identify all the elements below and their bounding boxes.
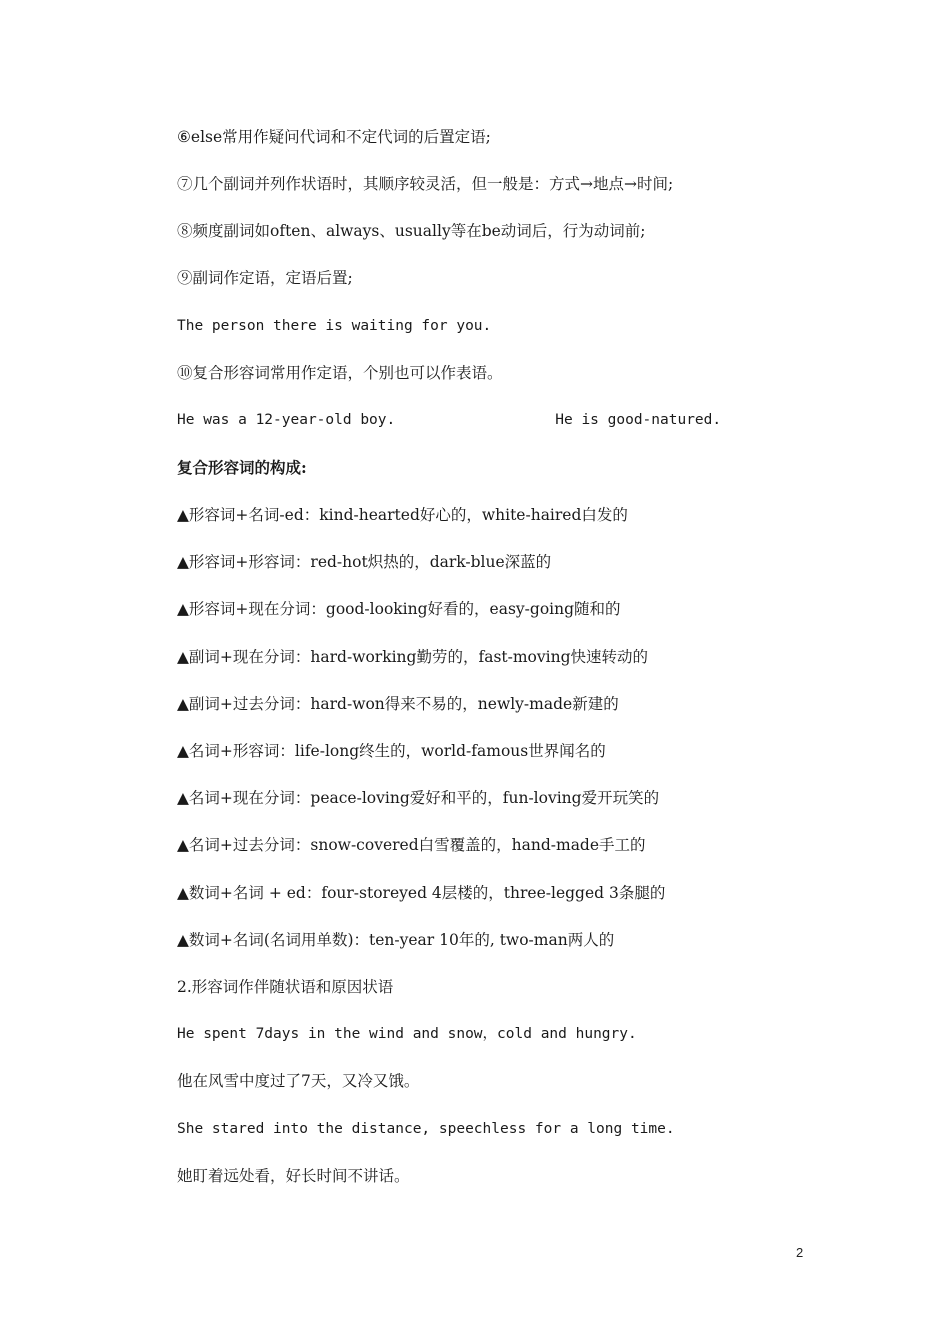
example-sentence-pair — [177, 408, 877, 432]
text-line-1: ⑥else常用作疑问代词和不定代词的后置定语; — [177, 128, 491, 146]
list-item: ▲名词+形容词：life-long终生的，world-famous世界闻名的 — [177, 742, 606, 760]
translation-line-2: 她盯着远处看，好长时间不讲话。 — [177, 1167, 410, 1185]
subsection-heading: 2.形容词作伴随状语和原因状语 — [177, 978, 394, 996]
list-item: ▲形容词+形容词：red-hot炽热的，dark-blue深蓝的 — [177, 553, 552, 571]
example-sentence-right: He is good-natured. — [555, 412, 722, 428]
list-item: ▲数词+名词 + ed：four-storeyed 4层楼的，three-legged 3条腿的 — [177, 884, 666, 902]
list-item: ▲形容词+现在分词：good-looking好看的，easy-going随和的 — [177, 600, 621, 618]
translation-line-1: 他在风雪中度过了7天，又冷又饿。 — [177, 1072, 420, 1090]
text-line-2: ⑦几个副词并列作状语时，其顺序较灵活，但一般是：方式→地点→时间; — [177, 175, 674, 193]
example-sentence-3: She stared into the distance, speechless for a long time. — [177, 1121, 675, 1137]
text-line-6: ⑩复合形容词常用作定语，个别也可以作表语。 — [177, 364, 503, 382]
list-item: ▲形容词+名词-ed：kind-hearted好心的，white-haired白发的 — [177, 506, 628, 524]
list-item: ▲副词+现在分词：hard-working勤劳的，fast-moving快速转动的 — [177, 648, 649, 666]
example-sentence-1: The person there is waiting for you. — [177, 318, 492, 334]
page-number: 2 — [796, 1245, 804, 1260]
list-item: ▲名词+现在分词：peace-loving爱好和平的，fun-loving爱开玩笑的 — [177, 789, 660, 807]
example-sentence-2: He spent 7days in the wind and snow，cold and hungry. — [177, 1026, 637, 1042]
list-item: ▲名词+过去分词：snow-covered白雪覆盖的，hand-made手工的 — [177, 836, 646, 854]
list-item: ▲副词+过去分词：hard-won得来不易的，newly-made新建的 — [177, 695, 619, 713]
text-line-3: ⑧频度副词如often、always、usually等在be动词后，行为动词前; — [177, 222, 646, 240]
list-item: ▲数词+名词(名词用单数)：ten-year 10年的, two-man两人的 — [177, 931, 615, 949]
example-sentence-left: He was a 12-year-old boy. — [177, 412, 396, 428]
text-line-4: ⑨副词作定语，定语后置; — [177, 269, 353, 287]
section-heading: 复合形容词的构成: — [177, 458, 307, 477]
